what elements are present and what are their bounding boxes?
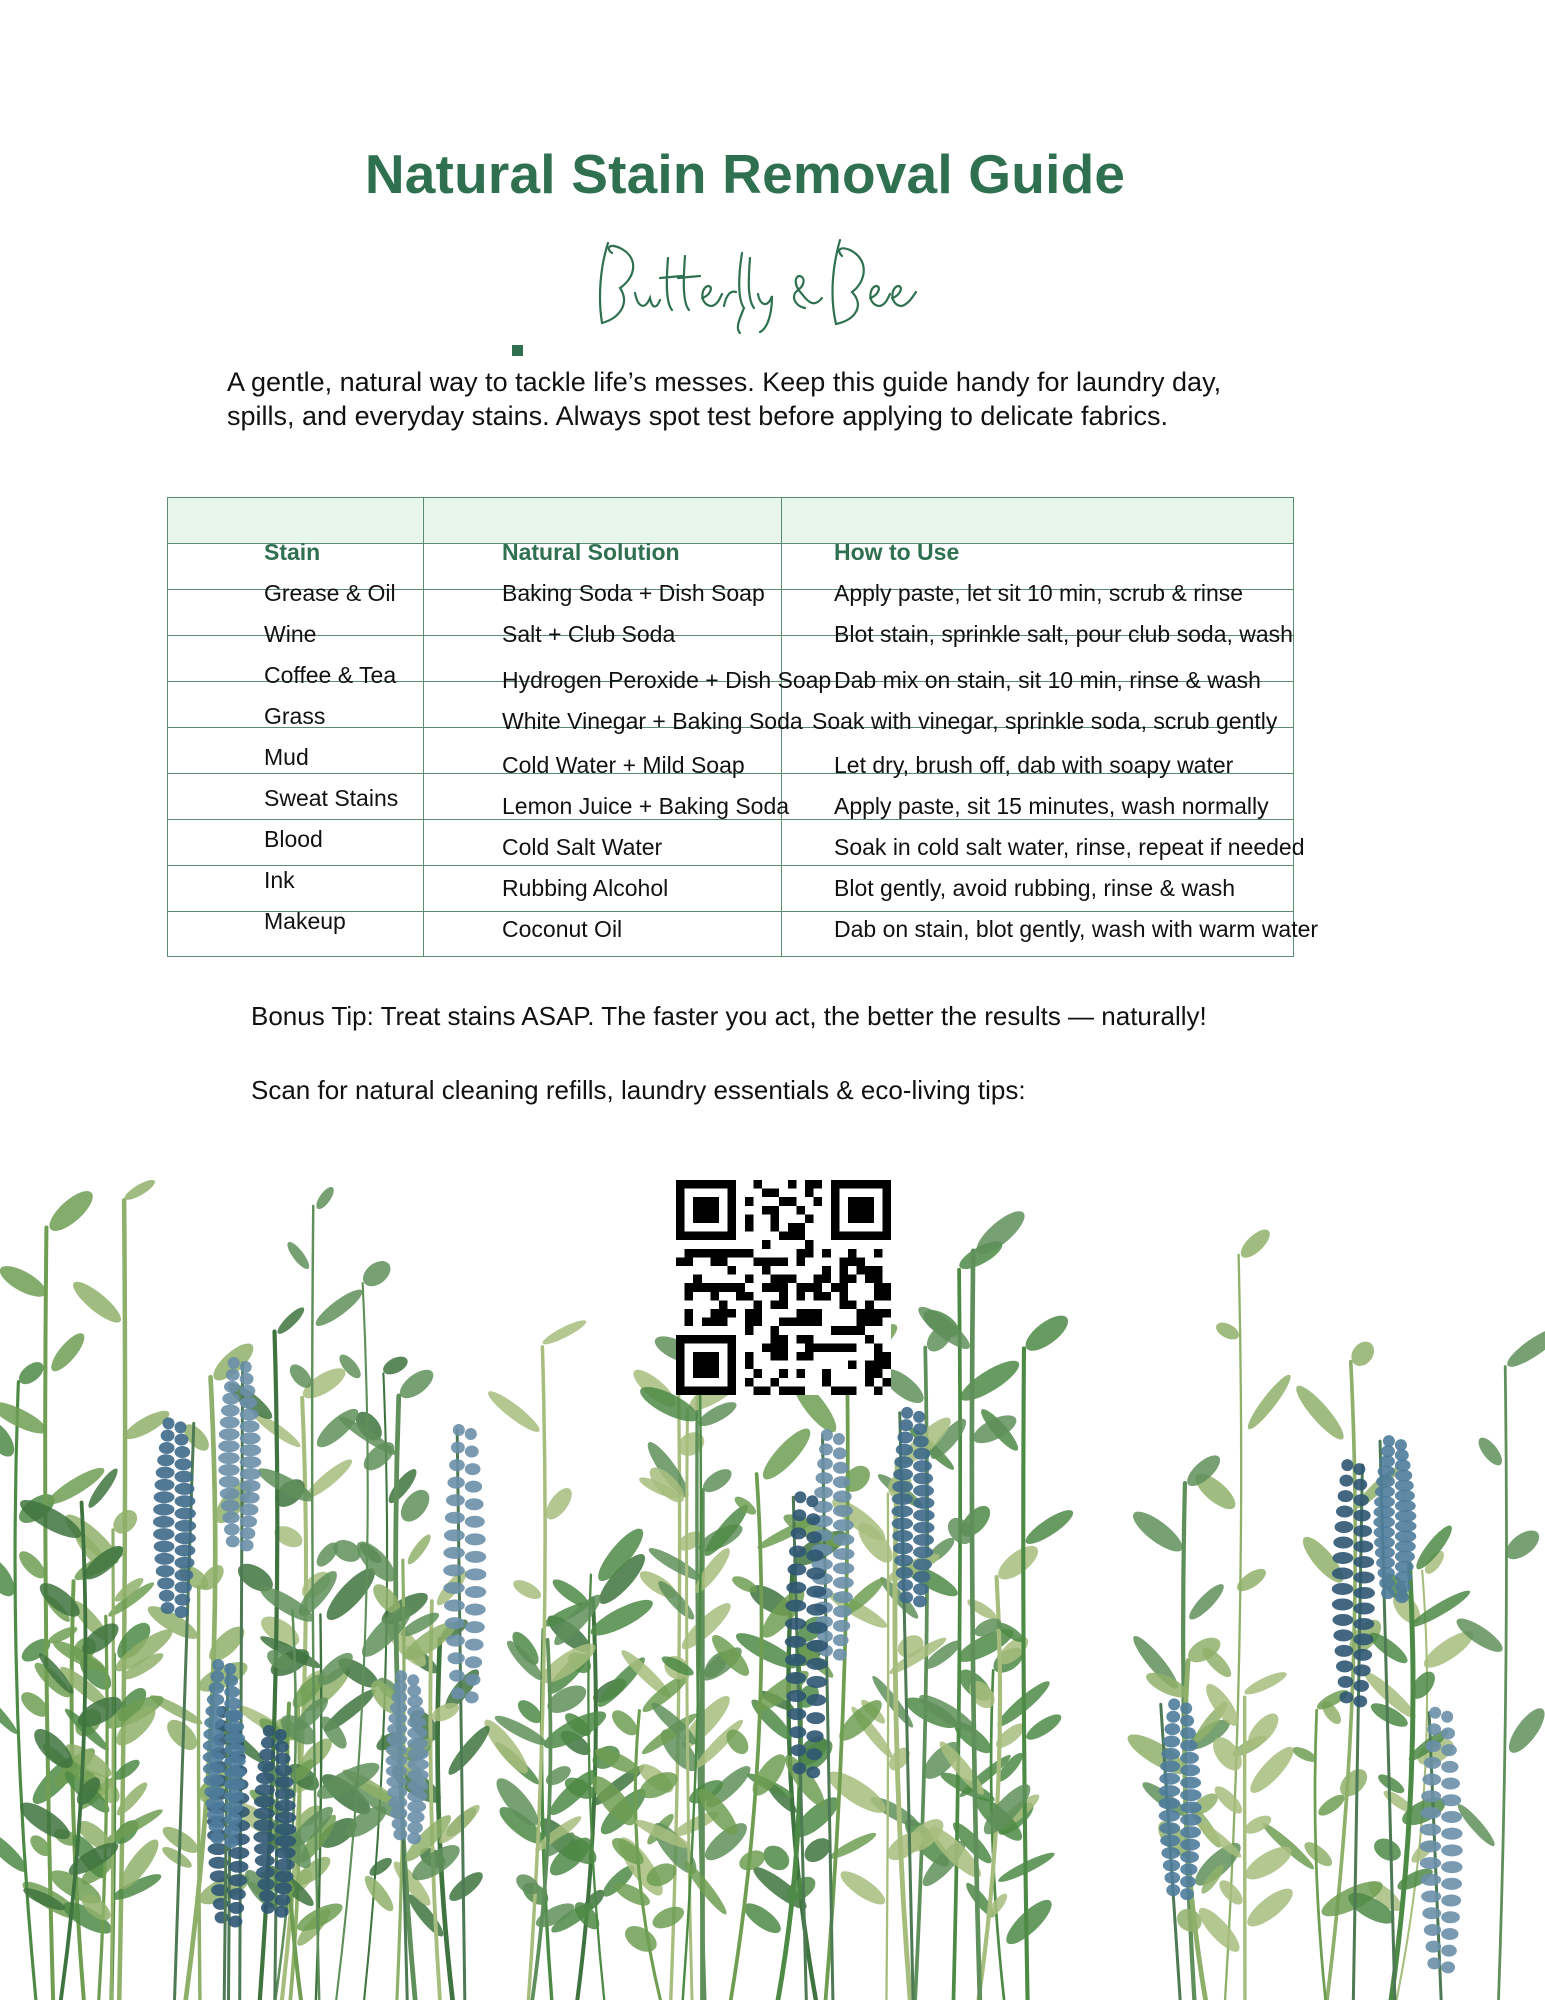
table-rule (167, 956, 1294, 957)
table-column-rule (167, 497, 168, 957)
header-stain: Stain (264, 539, 321, 565)
table-cell-how-to-use: Apply paste, sit 15 minutes, wash normally (834, 793, 1269, 819)
bonus-tip: Bonus Tip: Treat stains ASAP. The faster you act, the better the results — naturally! (251, 1001, 1207, 1031)
table-rule (167, 497, 1294, 498)
table-cell-solution: Salt + Club Soda (502, 621, 676, 647)
table-cell-stain: Blood (264, 826, 323, 852)
table-cell-stain: Ink (264, 867, 295, 893)
stain-table (167, 497, 1319, 957)
table-cell-how-to-use: Soak in cold salt water, rinse, repeat if needed (834, 834, 1305, 860)
qr-code-icon[interactable] (676, 1180, 891, 1395)
table-cell-solution: Rubbing Alcohol (502, 875, 669, 901)
brand-logo (590, 228, 920, 338)
table-cell-stain: Wine (264, 621, 317, 647)
intro-line-2: spills, and everyday stains. Always spot test before applying to delicate fabrics. (227, 401, 1168, 431)
table-column-rule (423, 497, 424, 957)
table-cell-solution: Cold Water + Mild Soap (502, 752, 745, 778)
table-cell-stain: Grass (264, 703, 326, 729)
table-cell-how-to-use: Let dry, brush off, dab with soapy water (834, 752, 1234, 778)
intro-line-1: A gentle, natural way to tackle life’s messes. Keep this guide handy for laundry day, (227, 367, 1222, 397)
header-how-to-use: How to Use (834, 539, 960, 565)
table-cell-stain: Sweat Stains (264, 785, 399, 811)
table-cell-stain: Makeup (264, 908, 346, 934)
intro-paragraph (227, 365, 1357, 433)
page-title: Natural Stain Removal Guide (364, 143, 1126, 205)
table-cell-stain: Mud (264, 744, 309, 770)
scan-prompt: Scan for natural cleaning refills, laundry essentials & eco-living tips: (251, 1075, 1026, 1105)
table-cell-how-to-use: Blot gently, avoid rubbing, rinse & wash (834, 875, 1236, 901)
table-cell-solution: Cold Salt Water (502, 834, 663, 860)
header-solution: Natural Solution (502, 539, 680, 565)
table-cell-how-to-use: Apply paste, let sit 10 min, scrub & rinse (834, 580, 1244, 606)
table-rule (167, 865, 1294, 866)
table-header-band (167, 497, 1294, 543)
table-cell-how-to-use: Dab on stain, blot gently, wash with warm water (834, 916, 1319, 942)
table-cell-how-to-use: Dab mix on stain, sit 10 min, rinse & wash (834, 667, 1261, 693)
table-rule (167, 819, 1294, 820)
table-rule (167, 543, 1294, 544)
table-cell-solution: Baking Soda + Dish Soap (502, 580, 765, 606)
decorative-dot (512, 345, 523, 356)
table-cell-solution: Lemon Juice + Baking Soda (502, 793, 790, 819)
table-cell-solution: Coconut Oil (502, 916, 623, 942)
table-column-rule (1293, 497, 1294, 957)
table-cell-solution: White Vinegar + Baking Soda (502, 708, 803, 734)
table-cell-stain: Coffee & Tea (264, 662, 397, 688)
table-cell-how-to-use: Soak with vinegar, sprinkle soda, scrub gently (812, 708, 1278, 734)
table-cell-how-to-use: Blot stain, sprinkle salt, pour club soda, wash (834, 621, 1293, 647)
table-cell-solution: Hydrogen Peroxide + Dish Soap (502, 667, 832, 693)
table-cell-stain: Grease & Oil (264, 580, 396, 606)
